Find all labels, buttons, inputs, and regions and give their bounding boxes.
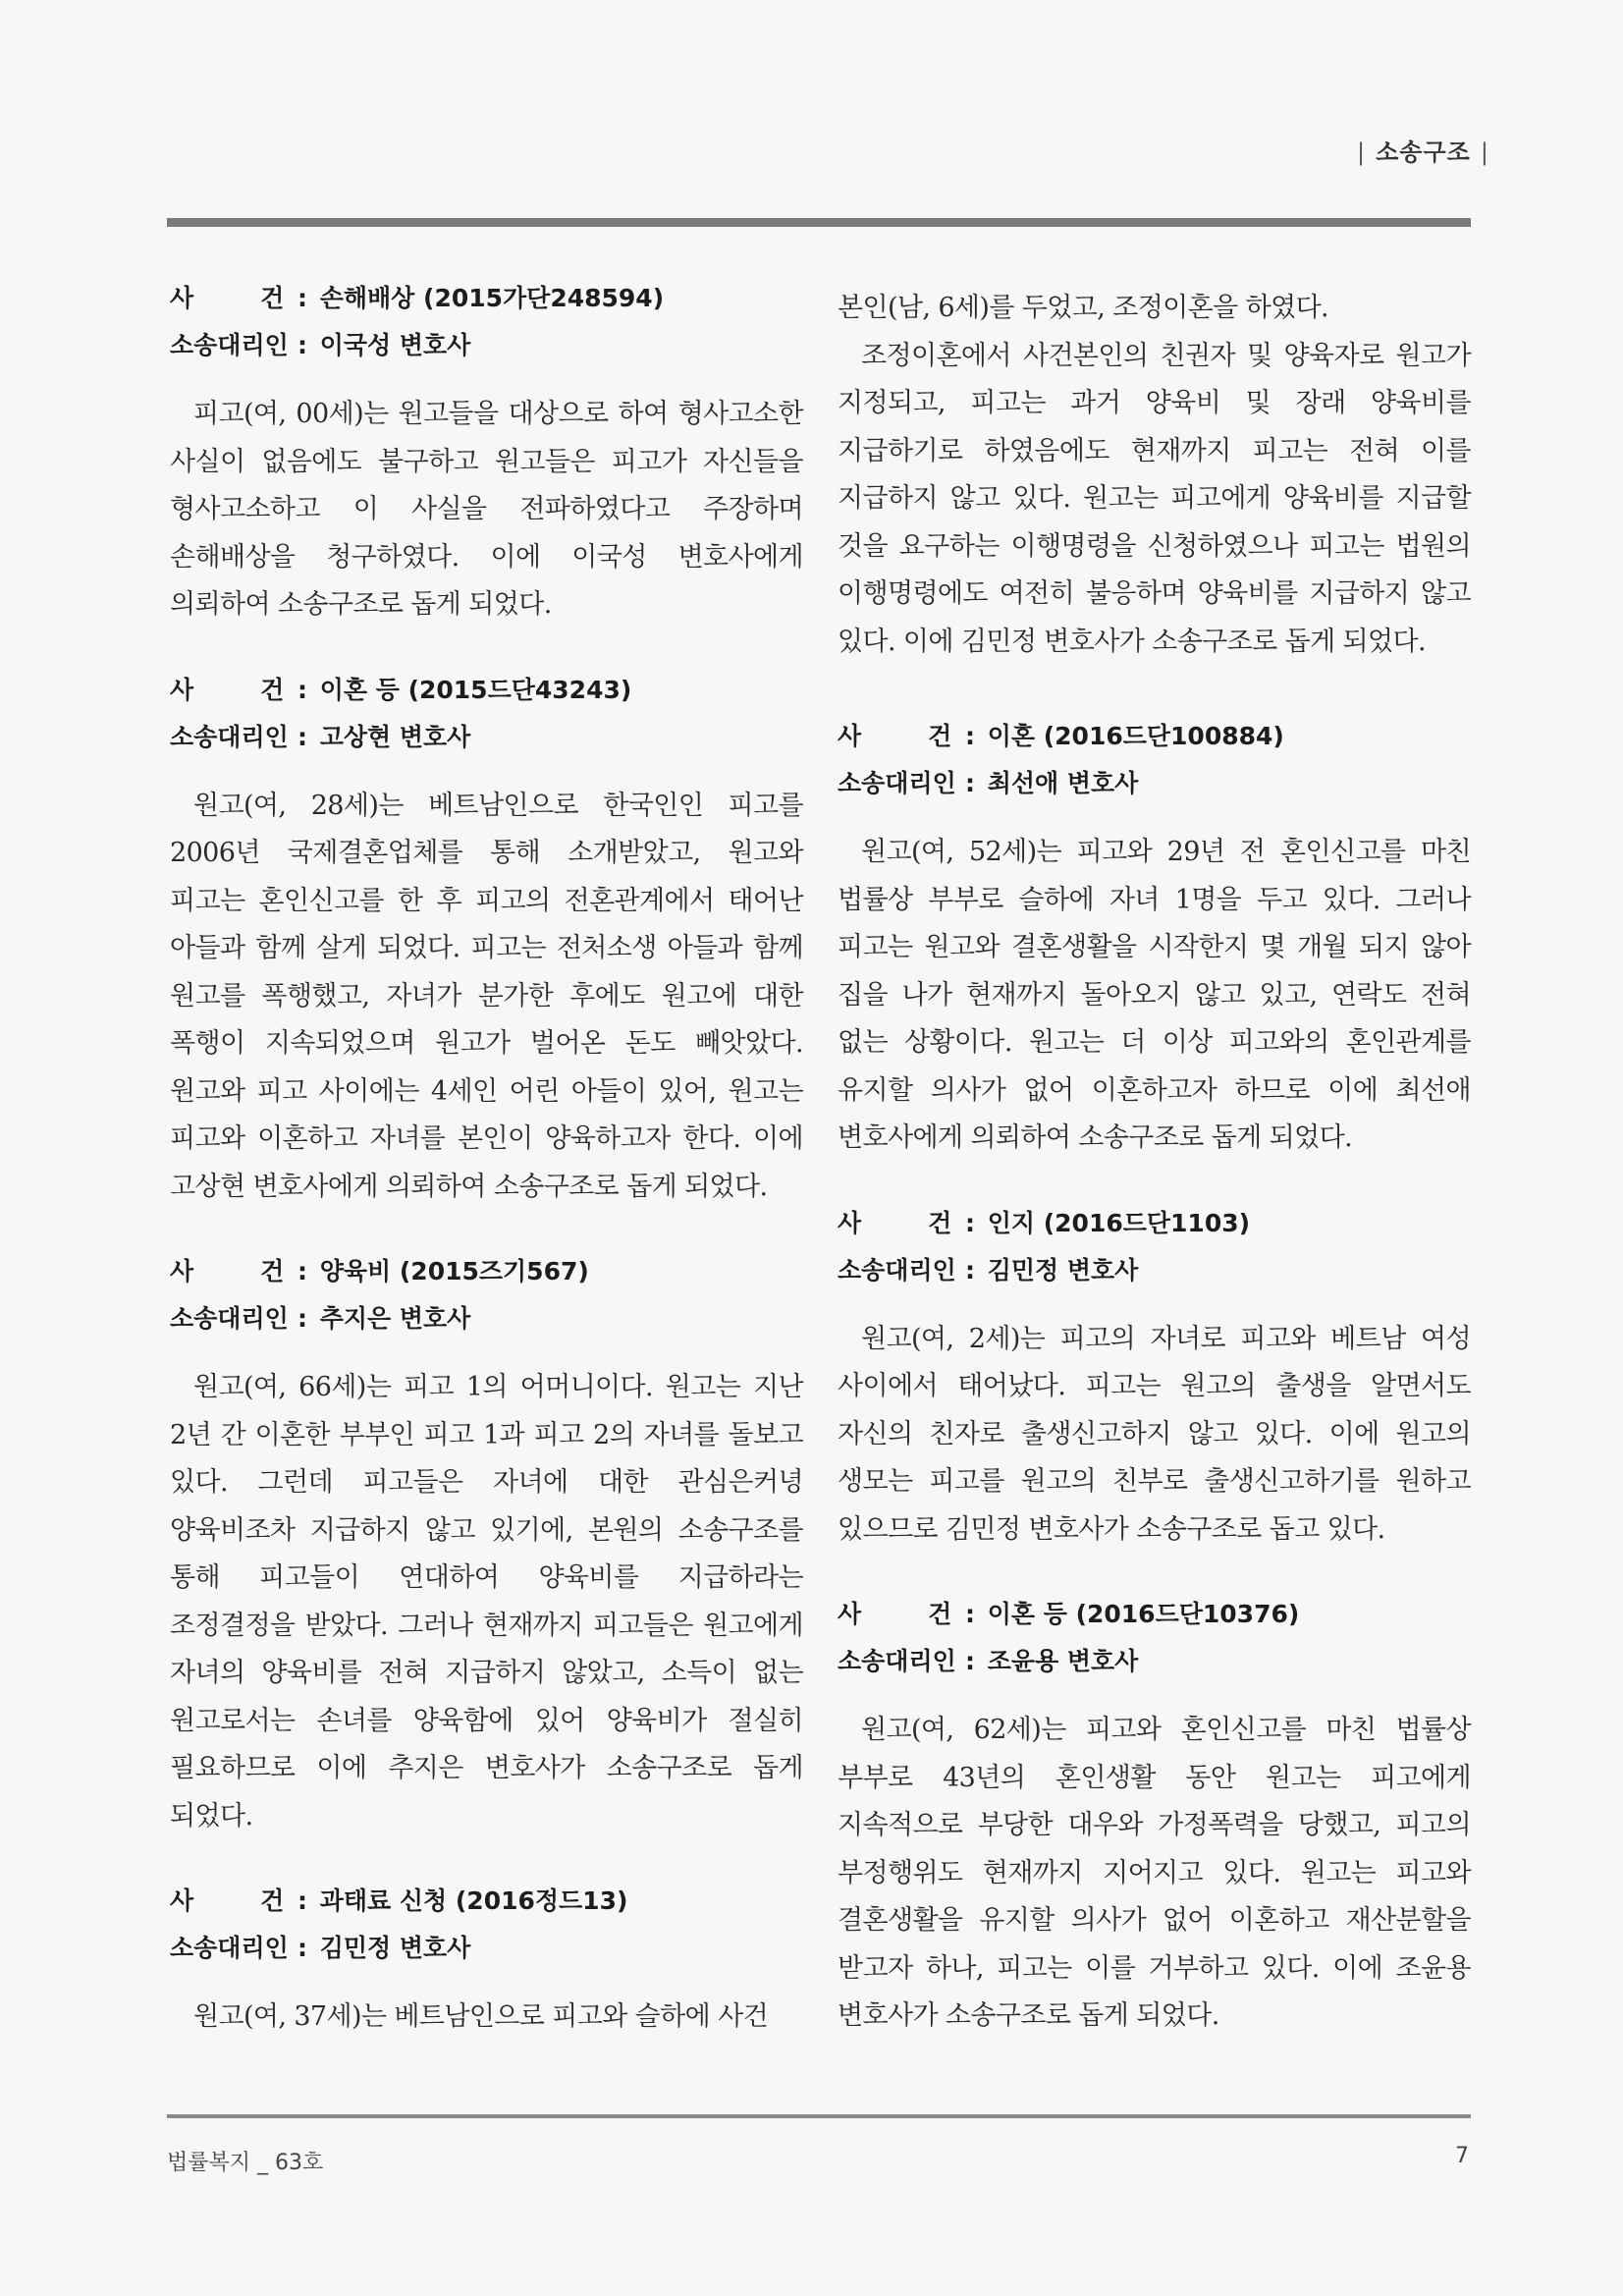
- agent-label: 소송대리인: [838, 1255, 956, 1285]
- case-entry: [838, 1591, 1471, 2041]
- case-title: 손해배상 (2015가단248594): [319, 284, 665, 312]
- agent-heading: 소송대리인 : 조윤용 변호사: [838, 1638, 1471, 1685]
- agent-label: 소송대리인: [170, 722, 289, 751]
- case-title: 양육비 (2015즈기567): [319, 1257, 589, 1285]
- continued-body: [838, 285, 1471, 666]
- case-label: 사 건: [170, 675, 285, 704]
- case-title: 이혼 등 (2016드단10376): [987, 1600, 1300, 1628]
- agent-name: 김민정 변호사: [319, 1934, 471, 1962]
- case-body: 원고(여, 66세)는 피고 1의 어머니이다. 원고는 지난 2년 간 이혼한 부부인 피고 1과 피고 2의 자녀를 돌보고 있다. 그런데 피고들은 자녀에 대한 관심은커녕 양육비조차 지급하지 않고 있기에, 본원의 소송구조를 통해 피고들이 연대하여 양육비를 지급하라는 조정결정을 받았다. 그러나 현재까지 피고들은 원고에게 자녀의 양육비를 전혀 지급하지 않았고, 소득이 없는 원고로서는 손녀를 양육함에 있어 양육비가 절실히 필요하므로 이에 추지은 변호사가 소송구조로 돕게 되었다.: [170, 1372, 803, 1831]
- case-title: 인지 (2016드단1103): [987, 1208, 1251, 1237]
- case-body: 피고(여, 00세)는 원고들을 대상으로 하여 형사고소한 사실이 없음에도 불구하고 원고들은 피고가 자신들을 형사고소하고 이 사실을 전파하였다고 주장하며 손해배상을 청구하였다. 이에 이국성 변호사에게 의뢰하여 소송구조로 돕게 되었다.: [170, 399, 803, 620]
- case-heading: 사 건 : 이혼 등 (2015드단43243): [170, 667, 803, 714]
- agent-label: 소송대리인: [170, 1304, 289, 1333]
- continued-paragraph: 조정이혼에서 사건본인의 친권자 및 양육자로 원고가 지정되고, 피고는 과거 양육비 및 장래 양육비를 지급하기로 하였음에도 현재까지 피고는 전혀 이를 지급하지 않고 있다. 원고는 피고에게 양육비를 지급할 것을 요구하는 이행명령을 신청하였으나 피고는 법원의 이행명령에도 여전히 불응하며 양육비를 지급하지 않고 있다. 이에 김민정 변호사가 소송구조로 돕게 되었다.: [838, 340, 1471, 657]
- case-label: 사 건: [838, 722, 952, 750]
- section-label: [1347, 133, 1499, 167]
- agent-heading: 소송대리인 : 추지은 변호사: [170, 1295, 803, 1342]
- case-heading: 사 건 : 이혼 (2016드단100884): [838, 713, 1471, 760]
- agent-heading: 소송대리인 : 김민정 변호사: [170, 1925, 803, 1972]
- case-entry: [838, 713, 1471, 1163]
- case-heading: 사 건 : 양육비 (2015즈기567): [170, 1248, 803, 1295]
- agent-label: 소송대리인: [838, 769, 956, 797]
- case-heading: 사 건 : 과태료 신청 (2016정드13): [170, 1878, 803, 1925]
- case-entry: [170, 1248, 803, 1840]
- case-title: 이혼 (2016드단100884): [987, 722, 1284, 750]
- case-title: 과태료 신청 (2016정드13): [319, 1886, 628, 1915]
- agent-label: 소송대리인: [170, 1934, 289, 1962]
- agent-name: 김민정 변호사: [987, 1255, 1139, 1285]
- case-entry: [170, 1878, 803, 2042]
- case-body: 원고(여, 52세)는 피고와 29년 전 혼인신고를 마친 법률상 부부로 슬하에 자녀 1명을 두고 있다. 그러나 피고는 원고와 결혼생활을 시작한지 몇 개월 되지 않아 집을 나가 현재까지 돌아오지 않고 있고, 연락도 전혀 없는 상황이다. 원고는 더 이상 피고와의 혼인관계를 유지할 의사가 없어 이혼하고자 하므로 이에 최선애 변호사에게 의뢰하여 소송구조로 돕게 되었다.: [838, 837, 1471, 1153]
- case-body: 원고(여, 28세)는 베트남인으로 한국인인 피고를 2006년 국제결혼업체를 통해 소개받았고, 원고와 피고는 혼인신고를 한 후 피고의 전혼관계에서 태어난 아들과 함께 살게 되었다. 피고는 전처소생 아들과 함께 원고를 폭행했고, 자녀가 분가한 후에도 원고에 대한 폭행이 지속되었으며 원고가 벌어온 돈도 빼앗았다. 원고와 피고 사이에는 4세인 어린 아들이 있어, 원고는 피고와 이혼하고 자녀를 본인이 양육하고자 한다. 이에 고상현 변호사에게 의뢰하여 소송구조로 돕게 되었다.: [170, 790, 803, 1202]
- agent-name: 이국성 변호사: [319, 331, 471, 359]
- case-entry: [170, 667, 803, 1212]
- case-entry: [838, 1200, 1471, 1555]
- case-label: 사 건: [838, 1600, 952, 1628]
- case-heading: 사 건 : 이혼 등 (2016드단10376): [838, 1591, 1471, 1638]
- agent-heading: 소송대리인 : 고상현 변호사: [170, 714, 803, 761]
- bottom-rule: [167, 2114, 1471, 2118]
- right-column: [838, 285, 1471, 2078]
- agent-label: 소송대리인: [838, 1647, 956, 1675]
- agent-name: 추지은 변호사: [319, 1304, 471, 1333]
- top-rule: [167, 218, 1471, 227]
- divider-bar: |: [1480, 138, 1489, 166]
- case-label: 사 건: [170, 284, 285, 312]
- divider-bar: |: [1357, 138, 1367, 166]
- agent-name: 고상현 변호사: [319, 722, 471, 751]
- case-heading: 사 건 : 인지 (2016드단1103): [838, 1200, 1471, 1247]
- agent-heading: 소송대리인 : 김민정 변호사: [838, 1247, 1471, 1294]
- agent-heading: 소송대리인 : 이국성 변호사: [170, 322, 803, 369]
- case-title: 이혼 등 (2015드단43243): [319, 675, 632, 704]
- agent-name: 조윤용 변호사: [987, 1647, 1139, 1675]
- case-label: 사 건: [170, 1257, 285, 1285]
- case-body: 원고(여, 37세)는 베트남인으로 피고와 슬하에 사건: [193, 2001, 769, 2032]
- section-title: 소송구조: [1376, 138, 1471, 166]
- agent-heading: 소송대리인 : 최선애 변호사: [838, 760, 1471, 807]
- left-column: [170, 275, 803, 2079]
- publication-title: 법률복지 _ 63호: [167, 2151, 324, 2175]
- case-entry: [170, 275, 803, 629]
- page-number: 7: [1455, 2144, 1469, 2168]
- case-body: 원고(여, 2세)는 피고의 자녀로 피고와 베트남 여성 사이에서 태어났다. 피고는 원고의 출생을 알면서도 자신의 친자로 출생신고하지 않고 있다. 이에 원고의 생모는 피고를 원고의 친부로 출생신고하기를 원하고 있으므로 김민정 변호사가 소송구조로 돕고 있다.: [838, 1323, 1471, 1545]
- agent-label: 소송대리인: [170, 331, 289, 359]
- case-heading: 사 건 : 손해배상 (2015가단248594): [170, 275, 803, 322]
- case-label: 사 건: [838, 1208, 952, 1237]
- continued-paragraph: 본인(남, 6세)를 두었고, 조정이혼을 하였다.: [838, 293, 1329, 323]
- case-label: 사 건: [170, 1886, 285, 1915]
- case-body: 원고(여, 62세)는 피고와 혼인신고를 마친 법률상 부부로 43년의 혼인생활 동안 원고는 피고에게 지속적으로 부당한 대우와 가정폭력을 당했고, 피고의 부정행위도 현재까지 지어지고 있다. 원고는 피고와 결혼생활을 유지할 의사가 없어 이혼하고 재산분할을 받고자 하나, 피고는 이를 거부하고 있다. 이에 조윤용 변호사가 소송구조로 돕게 되었다.: [838, 1715, 1471, 2031]
- agent-name: 최선애 변호사: [987, 769, 1139, 797]
